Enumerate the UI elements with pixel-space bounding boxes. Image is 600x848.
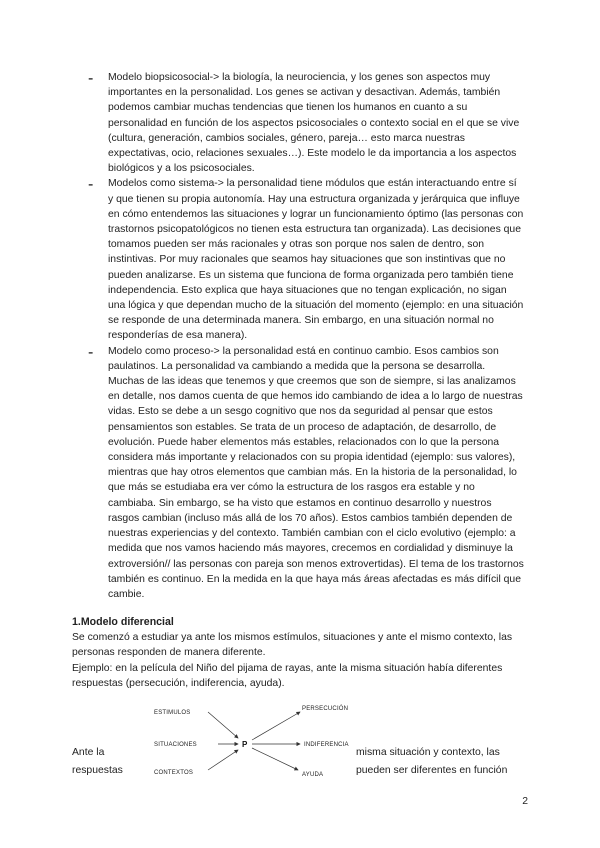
diagram-center-person: P	[242, 740, 248, 749]
side-text-left	[72, 744, 123, 780]
bullet-text: Modelo como proceso-> la personalidad está en continuo cambio. Esos cambios son paulatinos. La personalidad va cambiando a medida que la persona se desarrolla. Muchas de las ideas que tenemos y que creemos que son de siempre, si las analizamos en detalle, nos damos cuenta de que hemos ido cambiando de idea a lo largo de nuestras vidas. Esto se debe a un sesgo cognitivo que nos da seguridad al pensar que estos pensamientos son estables. Se trata de un proceso de adaptación, de desarrollo, de evolución. Puede haber elementos más estables, relacionados con lo que la persona considera más importante y relacionados con su propia identidad (ejemplo: sus valores), mientras que hay otros elementos que cambian más. En la historia de la personalidad, lo que más se estudiaba era ver cómo la estructura de los rasgos era estable y no cambiaba. Sin embargo, se ha visto que estamos en continuo desarrollo y nuestros rasgos cambian (incluso más allá de los 70 años). Estos cambios también dependen de nuestras experiencias y del contexto. También cambian con el ciclo evolutivo (ejemplo: a medida que nos vamos haciendo más mayores, crecemos en cordialidad y disminuye la extroversión// las personas con pareja son menos extrovertidas). El tema de los trastornos también es continuo. En la medida en la que haya más áreas afectadas es más difícil que cambie.	[108, 345, 524, 600]
diagram-output-ayuda: AYUDA	[302, 772, 324, 778]
bullet-marker: -	[88, 176, 94, 194]
model-bullet-list	[88, 70, 524, 602]
arrow-ayuda	[252, 748, 298, 770]
diagram-input-contextos: CONTEXTOS	[154, 770, 194, 776]
side-right-line: pueden ser diferentes en función	[356, 765, 508, 776]
bullet-marker: -	[88, 70, 94, 87]
diagram-output-indiferencia: INDIFERENCIA	[304, 742, 349, 748]
side-left-line: respuestas	[72, 765, 123, 776]
differential-model-section	[72, 615, 532, 691]
diagram-svg	[150, 700, 370, 780]
page-number: 2	[522, 796, 528, 807]
bullet-system-model	[88, 176, 524, 343]
section-paragraph: Se comenzó a estudiar ya ante los mismos estímulos, situaciones y ante el mismo contexto, las personas responden de manera diferente.	[72, 632, 513, 659]
bullet-biopsychosocial	[88, 70, 524, 176]
diagram-output-persecucion: PERSECUCIÓN	[302, 706, 349, 712]
bullet-process-model	[88, 344, 524, 602]
diagram-input-estimulos: ESTIMULOS	[154, 710, 191, 716]
arrow-estimulos	[208, 712, 238, 738]
arrow-contextos	[208, 750, 238, 770]
section-heading: 1.Modelo diferencial	[72, 616, 174, 628]
arrow-persecucion	[252, 712, 300, 740]
side-text-right	[356, 744, 536, 780]
side-right-line: misma situación y contexto, las	[356, 747, 500, 758]
side-left-line: Ante la	[72, 747, 105, 758]
section-example: Ejemplo: en la película del Niño del pijama de rayas, ante la misma situación había diferentes respuestas (persecución, indiferencia, ayuda).	[72, 662, 503, 689]
bullet-marker: -	[88, 343, 94, 361]
bullet-text: Modelos como sistema-> la personalidad tiene módulos que están interactuando entre sí y que tienen su propia autonomía. Hay una estructura organizada y jerárquica que influye en cómo entendemos las situaciones y lograr un funcionamiento óptimo (las personas con trastornos psicopatológicos no tienen esta estructura tan organizada). Las decisiones que tomamos pueden ser más racionales y otras son porque nos salen de dentro, son instintivas. Por muy racionales que seamos hay situaciones que son instintivas que no pueden analizarse. Es un sistema que funciona de forma organizada pero también tiene independencia. Esto explica que haya situaciones que no tengan explicación, no sigan una lógica y que dependan mucho de la situación del momento (ejemplo: en una situación se responde de una determinada manera. Sin embargo, en una situación normal no responderías de esa manera).	[108, 178, 524, 342]
differential-diagram	[150, 700, 370, 780]
diagram-input-situaciones: SITUACIONES	[154, 742, 197, 748]
bullet-text: Modelo biopsicosocial-> la biología, la neurociencia, y los genes son aspectos muy importantes en la personalidad. Los genes se activan y desactivan. Además, también podemos cambiar muchas tendencias que tienen los humanos en cuanto a su personalidad en función de los aspectos psicosociales o contexto social en el que se vive (cultura, generación, cambios sociales, género, pareja… esto marca nuestras expectativas, ocio, relaciones sexuales…). Este modelo le da importancia a los aspectos biológicos y a los psicosociales.	[108, 72, 520, 175]
